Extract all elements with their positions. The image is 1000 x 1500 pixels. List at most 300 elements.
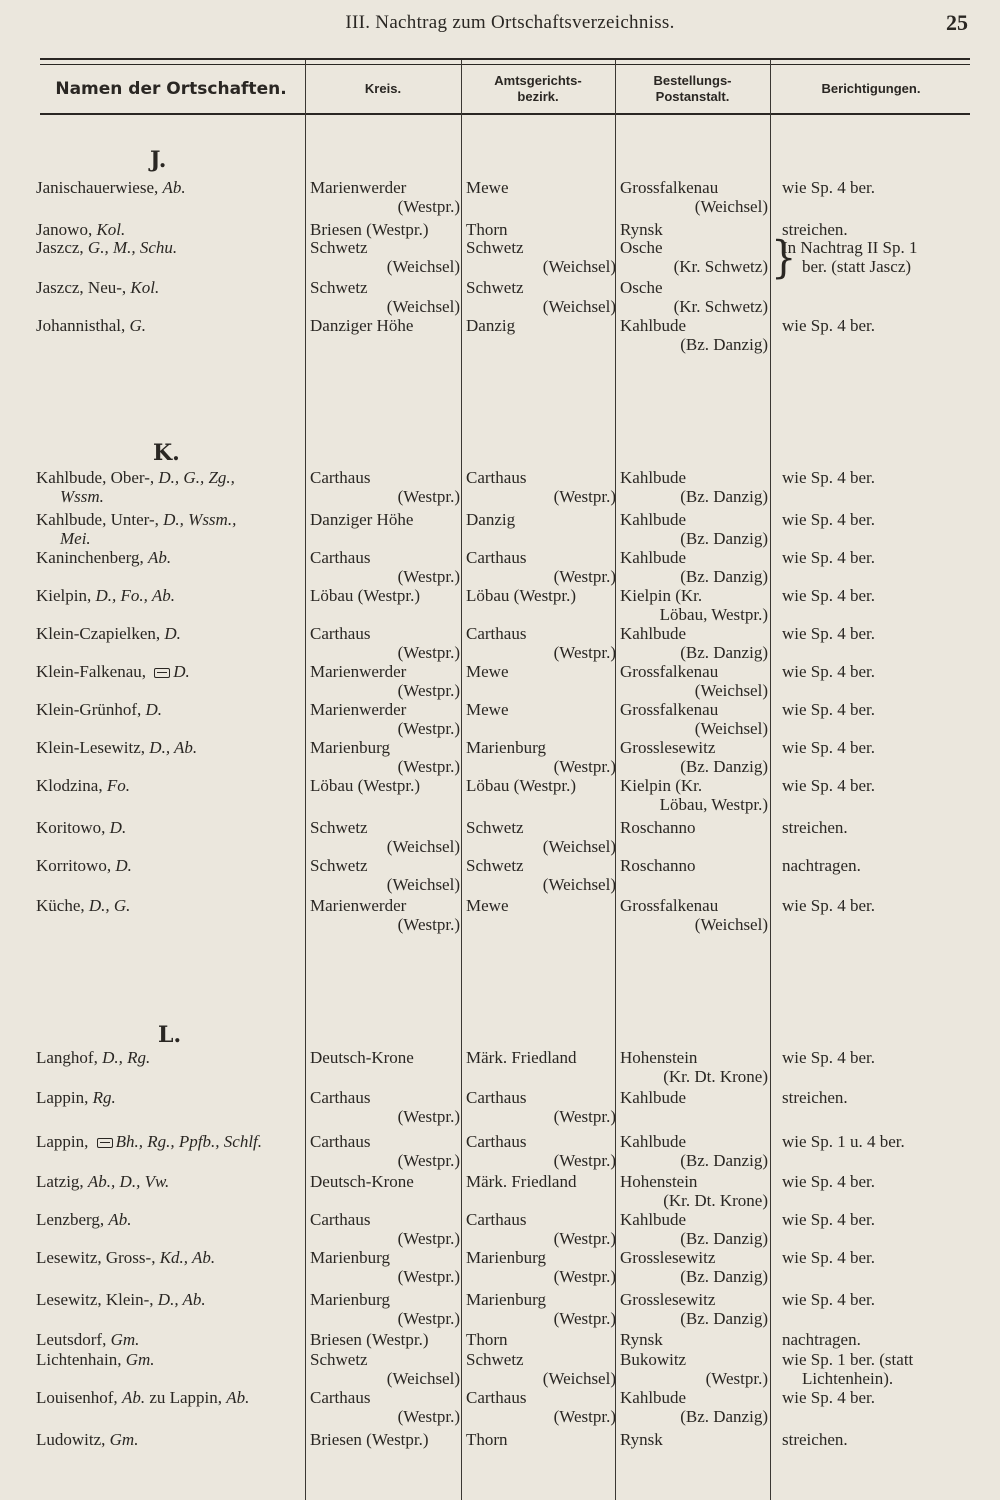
place-type: D., Fo., Ab. (95, 586, 175, 605)
berichtigung-cell (782, 856, 982, 875)
amtsgericht-cell (466, 1132, 616, 1170)
column-header-postanstalt (616, 66, 769, 112)
place-name: Johannisthal, (36, 316, 130, 335)
amtsgericht-cell (466, 178, 616, 197)
page-number: 25 (946, 10, 968, 35)
berichtigung-cell (782, 468, 982, 487)
postanstalt-cell (620, 738, 768, 776)
kreis-value: Deutsch-Krone (310, 1048, 414, 1067)
postanstalt-value-line2: (Weichsel) (694, 719, 768, 738)
postanstalt-value: Grosslesewitz (620, 1290, 716, 1309)
postanstalt-cell (620, 1388, 768, 1426)
column-header-amtsgericht-line2: bezirk. (517, 89, 559, 104)
berichtigung-value: wie Sp. 4 ber. (782, 1172, 876, 1191)
kreis-cell (310, 1172, 460, 1191)
postanstalt-cell (620, 818, 768, 837)
berichtigung-value: wie Sp. 4 ber. (782, 548, 876, 567)
column-header-postanstalt-line1: Bestellungs- (653, 73, 732, 88)
place-name: Jaszcz, Neu-, (36, 278, 131, 297)
kreis-cell (310, 1210, 460, 1248)
amtsgericht-value: Schwetz (466, 818, 524, 837)
postanstalt-value: Kielpin (Kr. (620, 776, 703, 795)
place-name: Lappin, (36, 1132, 93, 1151)
kreis-cell (310, 220, 460, 239)
place-type: D. (109, 818, 127, 837)
place-name-cell (36, 738, 304, 757)
place-name: Klein-Grünhof, (36, 700, 146, 719)
kreis-value-line2: (Westpr.) (397, 1107, 460, 1126)
kreis-value-line2: (Weichsel) (386, 1369, 460, 1388)
berichtigung-cell (782, 178, 982, 197)
amtsgericht-value: Danzig (466, 510, 516, 529)
place-type: D. (164, 624, 181, 643)
amtsgericht-cell (466, 468, 616, 506)
postanstalt-cell (620, 220, 768, 239)
berichtigung-cell (782, 1388, 982, 1407)
place-name-cell (36, 1132, 304, 1151)
postanstalt-value: Grosslesewitz (620, 1248, 716, 1267)
top-rule-thin (40, 64, 970, 65)
postanstalt-value: Grossfalkenau (620, 178, 719, 197)
place-type: D., Ab. (157, 1290, 206, 1309)
kreis-cell (310, 510, 460, 529)
berichtigung-value: wie Sp. 4 ber. (782, 178, 876, 197)
postanstalt-cell (620, 278, 768, 316)
place-name-cell (36, 1048, 304, 1067)
place-name: Lesewitz, Klein-, (36, 1290, 158, 1309)
postanstalt-cell (620, 776, 768, 814)
kreis-value-line2: (Weichsel) (386, 257, 460, 276)
berichtigung-value: wie Sp. 4 ber. (782, 1248, 876, 1267)
berichtigung-value: streichen. (782, 220, 848, 239)
postanstalt-value: Kahlbude (620, 1088, 687, 1107)
amtsgericht-value: Marienburg (466, 1248, 546, 1267)
place-type: D. (145, 700, 163, 719)
place-type: Gm. (125, 1350, 155, 1369)
postanstalt-value: Roschanno (620, 818, 696, 837)
postanstalt-cell (620, 1350, 768, 1388)
place-type: Ab. (108, 1210, 132, 1229)
postanstalt-cell (620, 1248, 768, 1286)
postanstalt-cell (620, 700, 768, 738)
postanstalt-cell (620, 624, 768, 662)
amtsgericht-value: Märk. Friedland (466, 1172, 577, 1191)
place-name-cell (36, 316, 304, 335)
amtsgericht-value: Mewe (466, 178, 509, 197)
place-name: Janischauerwiese, (36, 178, 163, 197)
place-name: Lappin, (36, 1088, 93, 1107)
berichtigung-cell (782, 548, 982, 567)
kreis-cell (310, 1132, 460, 1170)
place-name: Küche, (36, 896, 89, 915)
amtsgericht-value-line2: (Weichsel) (542, 837, 616, 856)
amtsgericht-value-line2: (Westpr.) (553, 567, 616, 586)
amtsgericht-cell (466, 510, 616, 529)
kreis-value-line2: (Weichsel) (386, 875, 460, 894)
amtsgericht-value: Danzig (466, 316, 516, 335)
amtsgericht-value-line2: (Westpr.) (553, 1267, 616, 1286)
postanstalt-value: Kahlbude (620, 1388, 687, 1407)
column-divider (461, 60, 462, 1500)
section-letter-j: J. (150, 147, 167, 173)
berichtigung-cell (782, 1248, 982, 1267)
berichtigung-value: wie Sp. 1 u. 4 ber. (782, 1132, 905, 1151)
postanstalt-value: Bukowitz (620, 1350, 687, 1369)
postanstalt-value: Rynsk (620, 220, 663, 239)
postanstalt-value: Hohenstein (620, 1172, 698, 1191)
kreis-value: Marienburg (310, 1290, 390, 1309)
amtsgericht-value: Löbau (Westpr.) (466, 586, 577, 605)
amtsgericht-value-line2: (Westpr.) (553, 1151, 616, 1170)
postanstalt-value: Grossfalkenau (620, 662, 719, 681)
postanstalt-value: Kahlbude (620, 510, 687, 529)
kreis-value: Schwetz (310, 278, 368, 297)
place-type: D., G. (88, 896, 131, 915)
berichtigung-value: streichen. (782, 1088, 848, 1107)
berichtigung-value: nachtragen. (782, 1330, 861, 1349)
place-type: Ab. (162, 178, 186, 197)
kreis-value-line2: (Westpr.) (397, 1267, 460, 1286)
berichtigung-value: nachtragen. (782, 856, 861, 875)
place-type: Kol. (96, 220, 126, 239)
kreis-value-line2: (Westpr.) (397, 487, 460, 506)
place-name-cell (36, 1172, 304, 1191)
place-type: Kol. (130, 278, 160, 297)
berichtigung-value: wie Sp. 4 ber. (782, 316, 876, 335)
postanstalt-cell (620, 178, 768, 216)
amtsgericht-cell (466, 1172, 616, 1191)
amtsgericht-cell (466, 1430, 616, 1449)
postanstalt-cell (620, 468, 768, 506)
place-type: Rg. (92, 1088, 116, 1107)
kreis-cell (310, 1350, 460, 1388)
amtsgericht-cell (466, 624, 616, 662)
place-name-cell (36, 1350, 304, 1369)
postanstalt-cell (620, 1132, 768, 1170)
postanstalt-cell (620, 1430, 768, 1449)
place-type: Bh., Rg., Ppfb., Schlf. (115, 1132, 263, 1151)
place-type: D. (115, 856, 132, 875)
place-type: Ab., D., Vw. (87, 1172, 170, 1191)
kreis-value: Löbau (Westpr.) (310, 776, 421, 795)
kreis-value: Briesen (Westpr.) (310, 1430, 429, 1449)
column-header-amtsgericht-line1: Amtsgerichts- (494, 73, 582, 88)
amtsgericht-cell (466, 700, 616, 719)
kreis-cell (310, 1048, 460, 1067)
kreis-cell (310, 662, 460, 700)
kreis-value: Carthaus (310, 1088, 371, 1107)
postanstalt-value-line2: (Bz. Danzig) (680, 757, 768, 776)
berichtigung-cell (782, 1088, 982, 1107)
kreis-value-line2: (Weichsel) (386, 297, 460, 316)
kreis-value-line2: (Westpr.) (397, 1407, 460, 1426)
postanstalt-value: Kahlbude (620, 1210, 687, 1229)
postanstalt-cell (620, 1172, 768, 1210)
berichtigung-cell (782, 776, 982, 795)
amtsgericht-value: Thorn (466, 1330, 508, 1349)
postanstalt-value: Rynsk (620, 1430, 663, 1449)
berichtigung-value: wie Sp. 4 ber. (782, 624, 876, 643)
amtsgericht-cell (466, 1388, 616, 1426)
postanstalt-cell (620, 1290, 768, 1328)
amtsgericht-value: Carthaus (466, 548, 527, 567)
place-type: Gm. (109, 1430, 139, 1449)
place-name-cell (36, 896, 304, 915)
place-name-cell (36, 818, 304, 837)
kreis-value-line2: (Weichsel) (386, 837, 460, 856)
amtsgericht-value-line2: (Weichsel) (542, 875, 616, 894)
place-name-cell (36, 510, 304, 548)
kreis-cell (310, 316, 460, 335)
berichtigung-cell (782, 1132, 982, 1151)
berichtigung-cell (782, 510, 982, 529)
kreis-value: Carthaus (310, 548, 371, 567)
place-type: G. (129, 316, 147, 335)
amtsgericht-value-line2: (Westpr.) (553, 487, 616, 506)
kreis-value: Briesen (Westpr.) (310, 220, 429, 239)
berichtigung-value: wie Sp. 4 ber. (782, 586, 876, 605)
berichtigung-cell (782, 700, 982, 719)
kreis-value: Schwetz (310, 856, 368, 875)
postanstalt-value-line2: (Bz. Danzig) (680, 567, 768, 586)
postanstalt-value-line2: (Kr. Schwetz) (673, 297, 768, 316)
kreis-cell (310, 1330, 460, 1349)
amtsgericht-cell (466, 1210, 616, 1248)
kreis-value: Carthaus (310, 1388, 371, 1407)
postanstalt-value: Osche (620, 238, 663, 257)
amtsgericht-cell (466, 548, 616, 586)
postanstalt-value-line2: (Kr. Schwetz) (673, 257, 768, 276)
amtsgericht-value: Carthaus (466, 1210, 527, 1229)
postanstalt-value-line2: (Bz. Danzig) (680, 335, 768, 354)
postanstalt-value: Osche (620, 278, 663, 297)
kreis-value: Marienwerder (310, 178, 407, 197)
berichtigung-cell (782, 624, 982, 643)
place-name: Janowo, (36, 220, 97, 239)
postanstalt-value-line2: (Bz. Danzig) (680, 1309, 768, 1328)
amtsgericht-cell (466, 586, 616, 605)
place-name-cell (36, 856, 304, 875)
postanstalt-cell (620, 896, 768, 934)
postanstalt-value: Kahlbude (620, 316, 687, 335)
kreis-value-line2: (Westpr.) (397, 719, 460, 738)
amtsgericht-value-line2: (Westpr.) (553, 1407, 616, 1426)
amtsgericht-value: Schwetz (466, 856, 524, 875)
kreis-cell (310, 238, 460, 276)
place-name: Kahlbude, Ober-, (36, 468, 159, 487)
place-name: Korritowo, (36, 856, 116, 875)
kreis-cell (310, 700, 460, 738)
kreis-value-line2: (Westpr.) (397, 1309, 460, 1328)
kreis-value: Schwetz (310, 818, 368, 837)
kreis-value: Danziger Höhe (310, 510, 414, 529)
postanstalt-value-line2: Löbau, Westpr.) (659, 605, 768, 624)
berichtigung-cell (782, 1430, 982, 1449)
amtsgericht-cell (466, 1048, 616, 1067)
amtsgericht-value-line2: (Weichsel) (542, 1369, 616, 1388)
column-header-amtsgericht (462, 66, 614, 112)
header-bottom-rule (40, 113, 970, 115)
amtsgericht-value: Mewe (466, 700, 509, 719)
berichtigung-cell (782, 586, 982, 605)
place-name-cell (36, 586, 304, 605)
kreis-value-line2: (Westpr.) (397, 1229, 460, 1248)
amtsgericht-cell (466, 1330, 616, 1349)
amtsgericht-value: Märk. Friedland (466, 1048, 577, 1067)
running-title: III. Nachtrag zum Ortschaftsverzeichniss. (345, 12, 675, 33)
berichtigung-cell (782, 1048, 982, 1067)
kreis-value: Danziger Höhe (310, 316, 414, 335)
postanstalt-cell (620, 548, 768, 586)
amtsgericht-value-line2: (Weichsel) (542, 257, 616, 276)
amtsgericht-cell (466, 278, 616, 316)
amtsgericht-value-line2: (Westpr.) (553, 1107, 616, 1126)
postanstalt-value-line2: (Weichsel) (694, 915, 768, 934)
amtsgericht-cell (466, 896, 616, 915)
postanstalt-value-line2: (Weichsel) (694, 197, 768, 216)
berichtigung-cell (782, 896, 982, 915)
amtsgericht-cell (466, 776, 616, 795)
amtsgericht-value-line2: (Weichsel) (542, 297, 616, 316)
place-name: Jaszcz, (36, 238, 88, 257)
berichtigung-value: wie Sp. 4 ber. (782, 776, 876, 795)
brace: } (771, 232, 797, 284)
place-name-cell (36, 238, 304, 257)
kreis-value: Carthaus (310, 468, 371, 487)
postanstalt-value-line2: (Westpr.) (705, 1369, 768, 1388)
place-type: Mei. (60, 529, 91, 548)
amtsgericht-value: Carthaus (466, 624, 527, 643)
place-name: Ludowitz, (36, 1430, 110, 1449)
place-type: Ab. (226, 1388, 250, 1407)
berichtigung-value: In Nachtrag II Sp. 1 (782, 238, 918, 257)
section-letter-k: K. (153, 440, 180, 466)
berichtigung-value: wie Sp. 4 ber. (782, 1210, 876, 1229)
amtsgericht-value: Carthaus (466, 1132, 527, 1151)
berichtigung-value-line2: ber. (statt Jascz) (802, 257, 912, 276)
place-name-cell (36, 178, 304, 197)
place-name: Leutsdorf, (36, 1330, 111, 1349)
postanstalt-value-line2: Löbau, Westpr.) (659, 795, 768, 814)
amtsgericht-value-line2: (Westpr.) (553, 1229, 616, 1248)
place-type: D., Rg. (102, 1048, 151, 1067)
place-name-cell (36, 1430, 304, 1449)
kreis-cell (310, 468, 460, 506)
top-rule (40, 58, 970, 60)
kreis-value: Schwetz (310, 238, 368, 257)
amtsgericht-cell (466, 662, 616, 681)
place-name-cell (36, 1290, 304, 1309)
berichtigung-value: wie Sp. 1 ber. (statt (782, 1350, 914, 1369)
amtsgericht-value-line2: (Westpr.) (553, 643, 616, 662)
berichtigung-cell (782, 238, 982, 276)
place-name: Lichtenhain, (36, 1350, 126, 1369)
kreis-cell (310, 1088, 460, 1126)
place-type: Ab. (121, 1388, 146, 1407)
postanstalt-value: Kahlbude (620, 1132, 687, 1151)
kreis-value-line2: (Westpr.) (397, 757, 460, 776)
berichtigung-cell (782, 1210, 982, 1229)
place-name: Kaninchenberg, (36, 548, 149, 567)
kreis-value: Marienburg (310, 1248, 390, 1267)
postanstalt-value-line2: (Bz. Danzig) (680, 1267, 768, 1286)
amtsgericht-value: Thorn (466, 1430, 508, 1449)
postanstalt-cell (620, 316, 768, 354)
postanstalt-value-line2: (Bz. Danzig) (680, 1229, 768, 1248)
berichtigung-cell (782, 220, 982, 239)
amtsgericht-value: Schwetz (466, 278, 524, 297)
place-name: Koritowo, (36, 818, 110, 837)
postanstalt-cell (620, 238, 768, 276)
place-name-cell (36, 548, 304, 567)
postanstalt-cell (620, 510, 768, 548)
place-name: Kahlbude, Unter-, (36, 510, 164, 529)
column-header-kreis: Kreis. (364, 81, 402, 96)
place-name: Lesewitz, Gross-, (36, 1248, 160, 1267)
berichtigung-cell (782, 738, 982, 757)
amtsgericht-cell (466, 818, 616, 856)
berichtigung-value: wie Sp. 4 ber. (782, 1290, 876, 1309)
postanstalt-value: Kahlbude (620, 468, 687, 487)
kreis-cell (310, 776, 460, 795)
kreis-value: Marienwerder (310, 896, 407, 915)
kreis-value: Marienwerder (310, 662, 407, 681)
column-divider (305, 60, 306, 1500)
place-name-cell (36, 468, 304, 506)
postanstalt-cell (620, 662, 768, 700)
kreis-value-line2: (Westpr.) (397, 1151, 460, 1170)
amtsgericht-value: Carthaus (466, 1388, 527, 1407)
berichtigung-value: wie Sp. 4 ber. (782, 896, 876, 915)
postanstalt-value-line2: (Bz. Danzig) (680, 1407, 768, 1426)
postanstalt-value-line2: (Bz. Danzig) (680, 1151, 768, 1170)
amtsgericht-value: Schwetz (466, 1350, 524, 1369)
kreis-value-line2: (Westpr.) (397, 915, 460, 934)
amtsgericht-value: Marienburg (466, 738, 546, 757)
amtsgericht-value: Mewe (466, 662, 509, 681)
postanstalt-value: Rynsk (620, 1330, 663, 1349)
kreis-value: Löbau (Westpr.) (310, 586, 421, 605)
place-name-cell (36, 624, 304, 643)
place-type: Wssm. (60, 487, 104, 506)
column-header-names: Namen der Ortschaften. (55, 79, 287, 99)
running-head (0, 8, 1000, 38)
place-name-cell (36, 700, 304, 719)
place-name: Langhof, (36, 1048, 103, 1067)
kreis-value: Marienburg (310, 738, 390, 757)
kreis-cell (310, 1388, 460, 1426)
place-name: Kielpin, (36, 586, 96, 605)
place-name: Klein-Falkenau, (36, 662, 151, 681)
amtsgericht-value: Marienburg (466, 1290, 546, 1309)
berichtigung-value: wie Sp. 4 ber. (782, 1048, 876, 1067)
place-name-cell (36, 662, 304, 681)
place-name-cell (36, 1088, 304, 1107)
berichtigung-cell (782, 1172, 982, 1191)
place-name: Klein-Czapielken, (36, 624, 165, 643)
amtsgericht-value: Löbau (Westpr.) (466, 776, 577, 795)
amtsgericht-cell (466, 220, 616, 239)
kreis-cell (310, 738, 460, 776)
kreis-cell (310, 624, 460, 662)
postanstalt-value-line2: (Kr. Dt. Krone) (663, 1191, 768, 1210)
kreis-cell (310, 278, 460, 316)
berichtigung-value: wie Sp. 4 ber. (782, 468, 876, 487)
postanstalt-value: Roschanno (620, 856, 696, 875)
column-header-postanstalt-line2: Postanstalt. (655, 89, 730, 104)
place-type: D., G., Zg., (158, 468, 235, 487)
place-name-cell (36, 1248, 304, 1267)
